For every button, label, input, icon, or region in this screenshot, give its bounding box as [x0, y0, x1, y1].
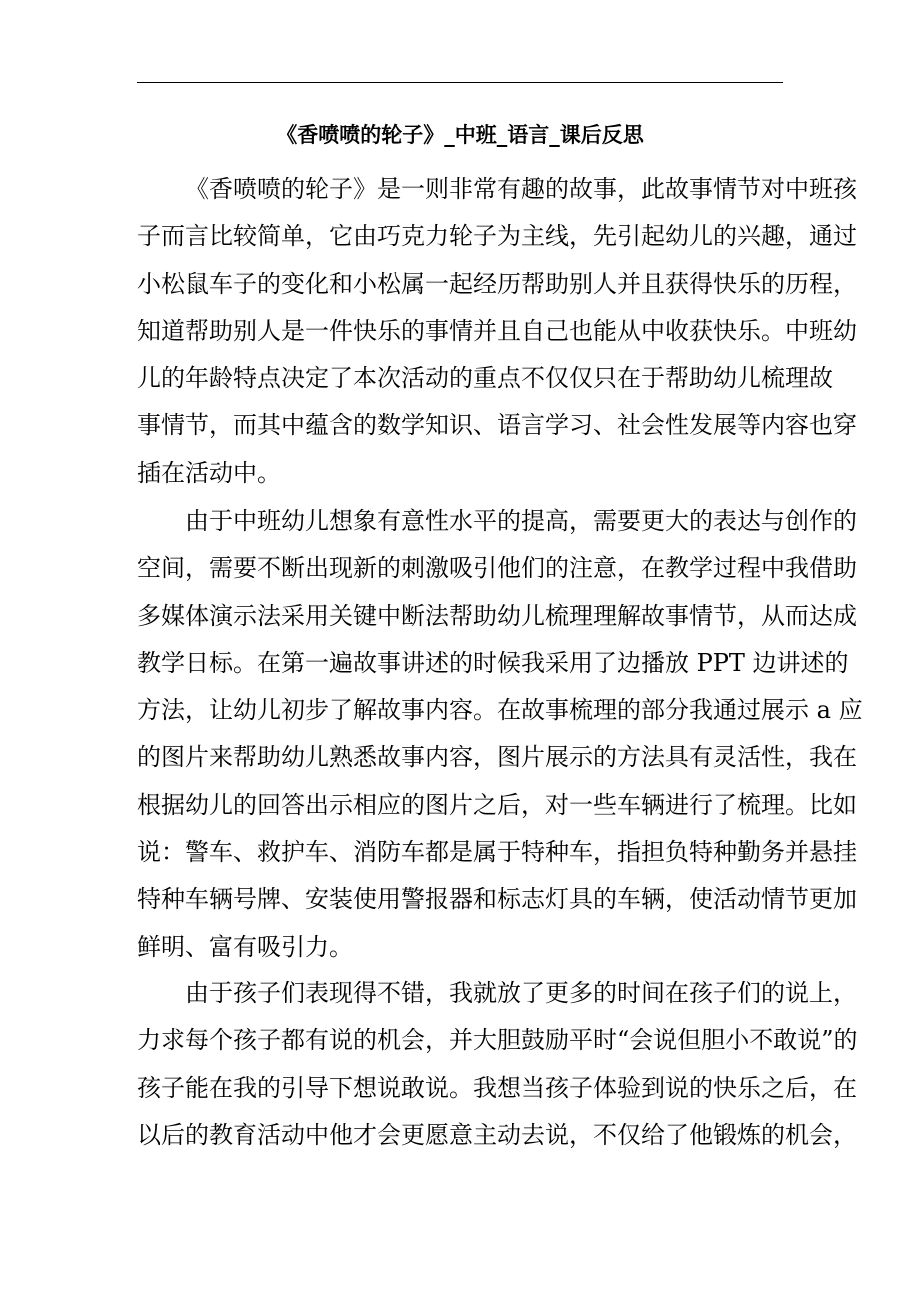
- paragraph-line: 根据幼儿的回答出示相应的图片之后，对一些车辆进行了梳理。比如: [137, 790, 857, 819]
- paragraph-line: 儿的年龄特点决定了本次活动的重点不仅仅只在于帮助幼儿梳理故: [137, 364, 833, 393]
- paragraph-line: 知道帮助别人是一件快乐的事情并且自己也能从中收获快乐。中班幼: [137, 316, 857, 345]
- paragraph-3: [137, 970, 858, 1159]
- paragraph-line: 由于孩子们表现得不错，我就放了更多的时间在孩子们的说上，: [185, 979, 857, 1007]
- paragraph-line: 空间，需要不断出现新的刺激吸引他们的注意，在教学过程中我借助: [137, 554, 857, 583]
- paragraph-line: 事情节，而其中蕴含的数学知识、语言学习、社会性发展等内容也穿: [137, 411, 857, 440]
- paragraph-line: 插在活动中。: [137, 458, 281, 487]
- paragraph-line: 孩子能在我的引导下想说敢说。我想当孩子体验到说的快乐之后，在: [137, 1073, 857, 1102]
- paragraph-line: 多媒体演示法采用关键中断法帮助幼儿梳理理解故事情节，从而达成: [137, 601, 857, 630]
- paragraph-line: 方法，让幼儿初步了解故事内容。在故事梳理的部分我通过展示 a 应: [137, 696, 863, 725]
- document-title: 《香喷喷的轮子》_中班_语言_课后反思: [276, 122, 644, 147]
- paragraph-line: 子而言比较简单，它由巧克力轮子为主线，先引起幼儿的兴趣，通过: [137, 222, 857, 251]
- paragraph-line: 鲜明、富有吸引力。: [137, 932, 353, 961]
- paragraph-line: 教学日标。在第一遍故事讲述的时候我采用了边播放 PPT 边讲述的: [137, 648, 849, 677]
- paragraph-line: 由于中班幼儿想象有意性水平的提高，需要更大的表达与创作的: [185, 507, 857, 535]
- paragraph-line: 《香喷喷的轮子》是一则非常有趣的故事，此故事情节对中班孩: [185, 175, 857, 203]
- paragraph-line: 的图片来帮助幼儿熟悉故事内容，图片展示的方法具有灵活性，我在: [137, 743, 857, 772]
- paragraph-line: 小松鼠车子的变化和小松属一起经历帮助别人并且获得快乐的历程，: [137, 269, 857, 298]
- header-rule: [137, 82, 783, 83]
- paragraph-1: [137, 166, 857, 497]
- paragraph-line: 特种车辆号牌、安装使用警报器和标志灯具的车辆，使活动情节更加: [137, 885, 857, 914]
- paragraph-line: 以后的教育活动中他才会更愿意主动去说，不仅给了他锻炼的机会，: [137, 1120, 857, 1149]
- paragraph-2: [137, 498, 863, 971]
- paragraph-line: 说：警车、救护车、消防车都是属于特种车，指担负特种勤务并悬挂: [137, 838, 857, 867]
- paragraph-line: 力求每个孩子都有说的机会，并大胆鼓励平时“会说但胆小不敢说”的: [137, 1026, 858, 1055]
